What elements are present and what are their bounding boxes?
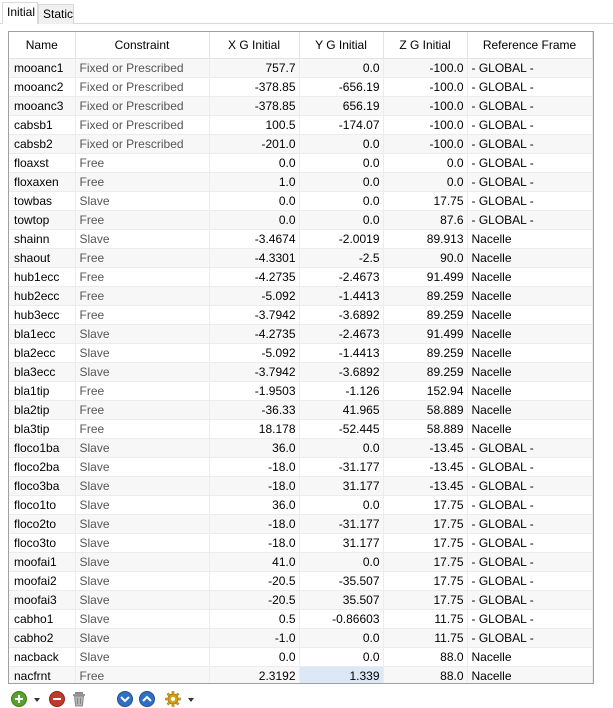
z-initial-cell[interactable]: 11.75 [383, 628, 467, 647]
name-cell[interactable]: nacback [9, 647, 75, 666]
table-row[interactable] [9, 248, 592, 267]
table-header-row [9, 32, 592, 58]
x-initial-cell[interactable]: -1.0 [209, 628, 299, 647]
column-header-y-initial[interactable]: Y G Initial [299, 32, 383, 58]
y-initial-cell[interactable]: 0.0 [299, 134, 383, 153]
name-cell[interactable]: floco2to [9, 514, 75, 533]
name-cell[interactable]: bla1ecc [9, 324, 75, 343]
constraint-cell[interactable]: Free [75, 305, 209, 324]
table-row[interactable] [9, 590, 592, 609]
table-row[interactable] [9, 134, 592, 153]
x-initial-cell[interactable]: -18.0 [209, 476, 299, 495]
z-initial-cell[interactable]: 17.75 [383, 590, 467, 609]
name-cell[interactable]: bla1tip [9, 381, 75, 400]
constraint-cell[interactable]: Fixed or Prescribed [75, 96, 209, 115]
z-initial-cell[interactable]: -100.0 [383, 115, 467, 134]
y-initial-cell[interactable]: -174.07 [299, 115, 383, 134]
reference-frame-cell[interactable]: - GLOBAL - [467, 609, 592, 628]
reference-frame-cell[interactable]: - GLOBAL - [467, 495, 592, 514]
name-cell[interactable]: hub2ecc [9, 286, 75, 305]
reference-frame-cell[interactable]: - GLOBAL - [467, 552, 592, 571]
reference-frame-cell[interactable]: - GLOBAL - [467, 571, 592, 590]
constraint-cell[interactable]: Free [75, 381, 209, 400]
y-initial-cell[interactable]: 0.0 [299, 495, 383, 514]
settings-dropdown-arrow-icon[interactable] [186, 694, 196, 704]
name-cell[interactable]: mooanc1 [9, 58, 75, 77]
y-initial-cell[interactable]: 31.177 [299, 476, 383, 495]
constraint-cell[interactable]: Fixed or Prescribed [75, 77, 209, 96]
y-initial-cell[interactable]: 0.0 [299, 438, 383, 457]
name-cell[interactable]: bla2ecc [9, 343, 75, 362]
table-row[interactable] [9, 438, 592, 457]
y-initial-cell[interactable]: -52.445 [299, 419, 383, 438]
constraint-cell[interactable]: Free [75, 248, 209, 267]
z-initial-cell[interactable]: -100.0 [383, 77, 467, 96]
constraint-cell[interactable]: Slave [75, 552, 209, 571]
x-initial-cell[interactable]: -201.0 [209, 134, 299, 153]
z-initial-cell[interactable]: 89.913 [383, 229, 467, 248]
reference-frame-cell[interactable]: - GLOBAL - [467, 77, 592, 96]
y-initial-cell[interactable]: 656.19 [299, 96, 383, 115]
z-initial-cell[interactable]: -13.45 [383, 457, 467, 476]
table-row[interactable] [9, 324, 592, 343]
markers-table-panel [8, 31, 594, 684]
x-initial-cell[interactable]: -4.3301 [209, 248, 299, 267]
reference-frame-cell[interactable]: - GLOBAL - [467, 172, 592, 191]
x-initial-cell[interactable]: -36.33 [209, 400, 299, 419]
y-initial-cell[interactable]: 35.507 [299, 590, 383, 609]
reference-frame-cell[interactable]: - GLOBAL - [467, 590, 592, 609]
z-initial-cell[interactable]: -13.45 [383, 476, 467, 495]
y-initial-cell[interactable]: -1.126 [299, 381, 383, 400]
reference-frame-cell[interactable]: Nacelle [467, 343, 592, 362]
constraint-cell[interactable]: Slave [75, 647, 209, 666]
constraint-cell[interactable]: Slave [75, 362, 209, 381]
z-initial-cell[interactable]: 17.75 [383, 495, 467, 514]
tab-static[interactable]: Static [38, 4, 74, 24]
x-initial-cell[interactable]: 36.0 [209, 438, 299, 457]
constraint-cell[interactable]: Fixed or Prescribed [75, 58, 209, 77]
add-dropdown-arrow-icon[interactable] [32, 694, 42, 704]
z-initial-cell[interactable]: 91.499 [383, 267, 467, 286]
move-up-icon[interactable] [138, 690, 156, 708]
y-initial-cell[interactable]: -35.507 [299, 571, 383, 590]
table-row[interactable] [9, 552, 592, 571]
y-initial-cell[interactable]: 0.0 [299, 172, 383, 191]
name-cell[interactable]: bla3tip [9, 419, 75, 438]
reference-frame-cell[interactable]: Nacelle [467, 229, 592, 248]
reference-frame-cell[interactable]: - GLOBAL - [467, 191, 592, 210]
constraint-cell[interactable]: Free [75, 210, 209, 229]
x-initial-cell[interactable]: -3.7942 [209, 362, 299, 381]
name-cell[interactable]: floaxst [9, 153, 75, 172]
table-row[interactable] [9, 210, 592, 229]
y-initial-cell[interactable]: -2.4673 [299, 267, 383, 286]
z-initial-cell[interactable]: -100.0 [383, 96, 467, 115]
x-initial-cell[interactable]: -5.092 [209, 343, 299, 362]
constraint-cell[interactable]: Free [75, 172, 209, 191]
constraint-cell[interactable]: Slave [75, 590, 209, 609]
y-initial-cell[interactable]: 31.177 [299, 533, 383, 552]
markers-table [9, 32, 593, 684]
name-cell[interactable]: cabho2 [9, 628, 75, 647]
x-initial-cell[interactable]: -20.5 [209, 590, 299, 609]
x-initial-cell[interactable]: 0.0 [209, 210, 299, 229]
constraint-cell[interactable]: Slave [75, 324, 209, 343]
z-initial-cell[interactable]: 89.259 [383, 286, 467, 305]
reference-frame-cell[interactable]: Nacelle [467, 305, 592, 324]
constraint-cell[interactable]: Free [75, 666, 209, 684]
name-cell[interactable]: towtop [9, 210, 75, 229]
x-initial-cell[interactable]: -5.092 [209, 286, 299, 305]
reference-frame-cell[interactable]: - GLOBAL - [467, 476, 592, 495]
table-row[interactable] [9, 666, 592, 684]
name-cell[interactable]: floco2ba [9, 457, 75, 476]
z-initial-cell[interactable]: 87.6 [383, 210, 467, 229]
table-row[interactable] [9, 96, 592, 115]
name-cell[interactable]: shainn [9, 229, 75, 248]
constraint-cell[interactable]: Fixed or Prescribed [75, 134, 209, 153]
z-initial-cell[interactable]: 0.0 [383, 153, 467, 172]
y-initial-cell[interactable]: 0.0 [299, 153, 383, 172]
x-initial-cell[interactable]: -1.9503 [209, 381, 299, 400]
table-row[interactable] [9, 58, 592, 77]
constraint-cell[interactable]: Slave [75, 628, 209, 647]
x-initial-cell[interactable]: -3.4674 [209, 229, 299, 248]
x-initial-cell[interactable]: 0.0 [209, 153, 299, 172]
name-cell[interactable]: cabho1 [9, 609, 75, 628]
table-row[interactable] [9, 476, 592, 495]
y-initial-cell[interactable]: 1.339 [299, 666, 383, 684]
name-cell[interactable]: moofai1 [9, 552, 75, 571]
z-initial-cell[interactable]: -100.0 [383, 58, 467, 77]
delete-icon[interactable] [70, 690, 88, 708]
constraint-cell[interactable]: Slave [75, 343, 209, 362]
table-row[interactable] [9, 419, 592, 438]
z-initial-cell[interactable]: 17.75 [383, 533, 467, 552]
constraint-cell[interactable]: Slave [75, 495, 209, 514]
table-row[interactable] [9, 286, 592, 305]
column-header-reference-frame[interactable]: Reference Frame [467, 32, 592, 58]
constraint-cell[interactable]: Slave [75, 476, 209, 495]
name-cell[interactable]: floxaxen [9, 172, 75, 191]
x-initial-cell[interactable]: -18.0 [209, 457, 299, 476]
y-initial-cell[interactable]: 0.0 [299, 58, 383, 77]
name-cell[interactable]: bla2tip [9, 400, 75, 419]
x-initial-cell[interactable]: 18.178 [209, 419, 299, 438]
reference-frame-cell[interactable]: - GLOBAL - [467, 457, 592, 476]
column-header-name[interactable]: Name [9, 32, 75, 58]
reference-frame-cell[interactable]: - GLOBAL - [467, 514, 592, 533]
name-cell[interactable]: shaout [9, 248, 75, 267]
name-cell[interactable]: hub3ecc [9, 305, 75, 324]
y-initial-cell[interactable]: -31.177 [299, 514, 383, 533]
settings-icon[interactable] [164, 690, 182, 708]
table-row[interactable] [9, 77, 592, 96]
reference-frame-cell[interactable]: Nacelle [467, 666, 592, 684]
z-initial-cell[interactable]: 91.499 [383, 324, 467, 343]
z-initial-cell[interactable]: 17.75 [383, 191, 467, 210]
name-cell[interactable]: mooanc2 [9, 77, 75, 96]
y-initial-cell[interactable]: -1.4413 [299, 286, 383, 305]
constraint-cell[interactable]: Free [75, 400, 209, 419]
constraint-cell[interactable]: Slave [75, 571, 209, 590]
constraint-cell[interactable]: Fixed or Prescribed [75, 115, 209, 134]
table-row[interactable] [9, 191, 592, 210]
reference-frame-cell[interactable]: - GLOBAL - [467, 153, 592, 172]
name-cell[interactable]: hub1ecc [9, 267, 75, 286]
constraint-cell[interactable]: Slave [75, 514, 209, 533]
reference-frame-cell[interactable]: Nacelle [467, 419, 592, 438]
move-down-icon[interactable] [116, 690, 134, 708]
table-row[interactable] [9, 153, 592, 172]
table-row[interactable] [9, 305, 592, 324]
constraint-cell[interactable]: Slave [75, 191, 209, 210]
x-initial-cell[interactable]: 0.5 [209, 609, 299, 628]
name-cell[interactable]: towbas [9, 191, 75, 210]
x-initial-cell[interactable]: 0.0 [209, 647, 299, 666]
y-initial-cell[interactable]: -0.86603 [299, 609, 383, 628]
z-initial-cell[interactable]: -100.0 [383, 134, 467, 153]
x-initial-cell[interactable]: 0.0 [209, 191, 299, 210]
reference-frame-cell[interactable]: - GLOBAL - [467, 533, 592, 552]
x-initial-cell[interactable]: 2.3192 [209, 666, 299, 684]
y-initial-cell[interactable]: -1.4413 [299, 343, 383, 362]
z-initial-cell[interactable]: 17.75 [383, 571, 467, 590]
name-cell[interactable]: floco3ba [9, 476, 75, 495]
z-initial-cell[interactable]: -13.45 [383, 438, 467, 457]
z-initial-cell[interactable]: 90.0 [383, 248, 467, 267]
x-initial-cell[interactable]: -20.5 [209, 571, 299, 590]
constraint-cell[interactable]: Slave [75, 457, 209, 476]
name-cell[interactable]: moofai3 [9, 590, 75, 609]
x-initial-cell[interactable]: -3.7942 [209, 305, 299, 324]
x-initial-cell[interactable]: 41.0 [209, 552, 299, 571]
name-cell[interactable]: moofai2 [9, 571, 75, 590]
bottom-toolbar [10, 690, 230, 708]
x-initial-cell[interactable]: 100.5 [209, 115, 299, 134]
name-cell[interactable]: mooanc3 [9, 96, 75, 115]
reference-frame-cell[interactable]: - GLOBAL - [467, 438, 592, 457]
table-row[interactable] [9, 267, 592, 286]
column-header-x-initial[interactable]: X G Initial [209, 32, 299, 58]
z-initial-cell[interactable]: 88.0 [383, 666, 467, 684]
column-header-z-initial[interactable]: Z G Initial [383, 32, 467, 58]
z-initial-cell[interactable]: 89.259 [383, 343, 467, 362]
reference-frame-cell[interactable]: - GLOBAL - [467, 115, 592, 134]
y-initial-cell[interactable]: -3.6892 [299, 305, 383, 324]
x-initial-cell[interactable]: 757.7 [209, 58, 299, 77]
name-cell[interactable]: cabsb1 [9, 115, 75, 134]
reference-frame-cell[interactable]: Nacelle [467, 400, 592, 419]
table-row[interactable] [9, 362, 592, 381]
tab-initial[interactable]: Initial [2, 2, 38, 24]
table-row[interactable] [9, 609, 592, 628]
z-initial-cell[interactable]: 11.75 [383, 609, 467, 628]
z-initial-cell[interactable]: 58.889 [383, 419, 467, 438]
reference-frame-cell[interactable]: Nacelle [467, 381, 592, 400]
y-initial-cell[interactable]: -2.5 [299, 248, 383, 267]
reference-frame-cell[interactable]: Nacelle [467, 286, 592, 305]
table-row[interactable] [9, 115, 592, 134]
x-initial-cell[interactable]: -4.2735 [209, 267, 299, 286]
z-initial-cell[interactable]: 152.94 [383, 381, 467, 400]
remove-icon[interactable] [48, 690, 66, 708]
reference-frame-cell[interactable]: - GLOBAL - [467, 628, 592, 647]
y-initial-cell[interactable]: -2.4673 [299, 324, 383, 343]
table-body [9, 58, 592, 684]
y-initial-cell[interactable]: 0.0 [299, 210, 383, 229]
y-initial-cell[interactable]: 0.0 [299, 552, 383, 571]
y-initial-cell[interactable]: 0.0 [299, 647, 383, 666]
x-initial-cell[interactable]: 1.0 [209, 172, 299, 191]
reference-frame-cell[interactable]: Nacelle [467, 324, 592, 343]
constraint-cell[interactable]: Free [75, 419, 209, 438]
z-initial-cell[interactable]: 0.0 [383, 172, 467, 191]
constraint-cell[interactable]: Free [75, 286, 209, 305]
table-row[interactable] [9, 647, 592, 666]
reference-frame-cell[interactable]: - GLOBAL - [467, 210, 592, 229]
table-row[interactable] [9, 514, 592, 533]
constraint-cell[interactable]: Free [75, 267, 209, 286]
x-initial-cell[interactable]: -378.85 [209, 96, 299, 115]
z-initial-cell[interactable]: 58.889 [383, 400, 467, 419]
z-initial-cell[interactable]: 17.75 [383, 514, 467, 533]
x-initial-cell[interactable]: -18.0 [209, 514, 299, 533]
name-cell[interactable]: nacfrnt [9, 666, 75, 684]
tab-bar-divider [0, 23, 613, 24]
constraint-cell[interactable]: Free [75, 153, 209, 172]
table-row[interactable] [9, 381, 592, 400]
reference-frame-cell[interactable]: Nacelle [467, 248, 592, 267]
z-initial-cell[interactable]: 88.0 [383, 647, 467, 666]
reference-frame-cell[interactable]: - GLOBAL - [467, 134, 592, 153]
reference-frame-cell[interactable]: Nacelle [467, 362, 592, 381]
y-initial-cell[interactable]: -2.0019 [299, 229, 383, 248]
name-cell[interactable]: bla3ecc [9, 362, 75, 381]
x-initial-cell[interactable]: -378.85 [209, 77, 299, 96]
x-initial-cell[interactable]: 36.0 [209, 495, 299, 514]
y-initial-cell[interactable]: -31.177 [299, 457, 383, 476]
table-row[interactable] [9, 343, 592, 362]
tab-bar [0, 0, 613, 24]
x-initial-cell[interactable]: -18.0 [209, 533, 299, 552]
add-icon[interactable] [10, 690, 28, 708]
table-row[interactable] [9, 571, 592, 590]
table-row[interactable] [9, 229, 592, 248]
table-row[interactable] [9, 172, 592, 191]
constraint-cell[interactable]: Slave [75, 533, 209, 552]
name-cell[interactable]: cabsb2 [9, 134, 75, 153]
name-cell[interactable]: floco3to [9, 533, 75, 552]
z-initial-cell[interactable]: 17.75 [383, 552, 467, 571]
reference-frame-cell[interactable]: - GLOBAL - [467, 96, 592, 115]
constraint-cell[interactable]: Slave [75, 438, 209, 457]
y-initial-cell[interactable]: -3.6892 [299, 362, 383, 381]
reference-frame-cell[interactable]: - GLOBAL - [467, 58, 592, 77]
table-row[interactable] [9, 457, 592, 476]
z-initial-cell[interactable]: 89.259 [383, 362, 467, 381]
reference-frame-cell[interactable]: Nacelle [467, 647, 592, 666]
constraint-cell[interactable]: Slave [75, 609, 209, 628]
y-initial-cell[interactable]: 0.0 [299, 628, 383, 647]
y-initial-cell[interactable]: 0.0 [299, 191, 383, 210]
z-initial-cell[interactable]: 89.259 [383, 305, 467, 324]
name-cell[interactable]: floco1ba [9, 438, 75, 457]
table-row[interactable] [9, 400, 592, 419]
name-cell[interactable]: floco1to [9, 495, 75, 514]
table-row[interactable] [9, 533, 592, 552]
x-initial-cell[interactable]: -4.2735 [209, 324, 299, 343]
table-row[interactable] [9, 628, 592, 647]
y-initial-cell[interactable]: 41.965 [299, 400, 383, 419]
constraint-cell[interactable]: Slave [75, 229, 209, 248]
reference-frame-cell[interactable]: Nacelle [467, 267, 592, 286]
table-row[interactable] [9, 495, 592, 514]
y-initial-cell[interactable]: -656.19 [299, 77, 383, 96]
column-header-constraint[interactable]: Constraint [75, 32, 209, 58]
